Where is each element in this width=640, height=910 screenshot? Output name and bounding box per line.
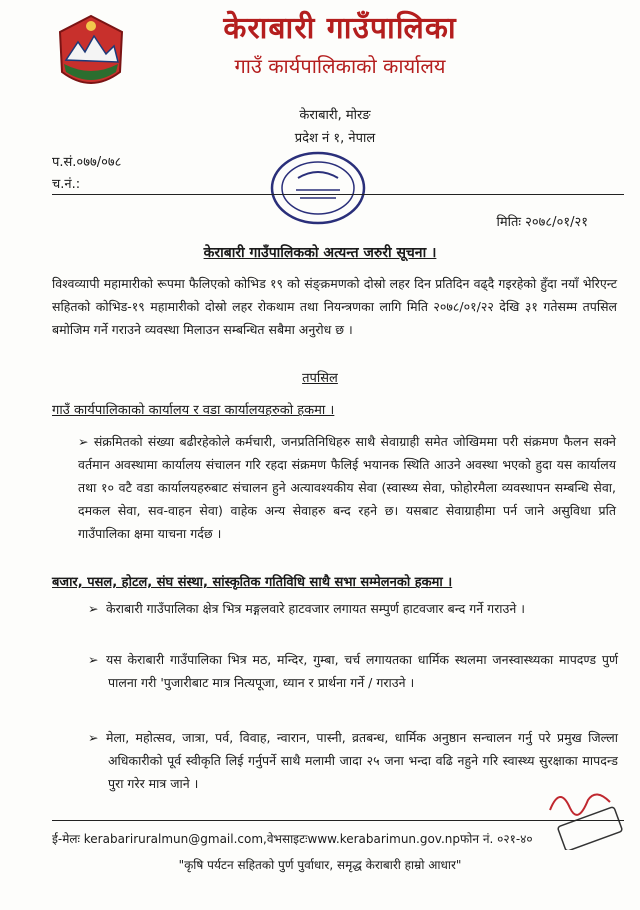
notice-title: केराबारी गाउँपालिकको अत्यन्त जरुरी सूचना ।: [203, 245, 437, 261]
arrow-bullet-icon: ➢: [88, 652, 99, 667]
section-office-heading: गाउँ कार्यपालिकाको कार्यालय र वडा कार्यालयहरुको हकमा ।: [52, 403, 335, 418]
footer-motto: "कृषि पर्यटन सहितको पुर्ण पुर्वाधार, समृद्ध केराबारी हाम्रो आधार": [178, 858, 462, 872]
footer-contact: ई-मेलः kerabariruralmun@gmail.com,वेभसाइटःwww.kerabarimun.gov.npफोन नं. ०२१-४०: [52, 832, 533, 846]
market-bullet-3: ➢ मेला, महोत्सव, जात्रा, पर्व, विवाह, न्वारान, पास्नी, व्रतबन्ध, धार्मिक अनुष्ठान सन्चालन गर्नु परे प्रमुख जिल्ला अधिकारीको पूर्व स्वीकृति लिई गर्नुपर्ने साथै मलामी जादा २५ जना भन्दा वढि नहुने गरि स्वास्थ्य सुरक्षाका मापदन्ड पुरा गरेर मात्र जाने ।: [108, 726, 618, 795]
municipality-title: केराबारी गाउँपालिका: [223, 11, 457, 46]
section-office-bullet: ➢ संक्रमितको संख्या बढीरहेकोले कर्मचारी, जनप्रतिनिधिहरु साथै सेवाग्राही समेत जोखिममा परी संक्रमण फैलन सक्ने वर्तमान अवस्थामा कार्यालय संचालन गरि रहदा संक्रमण फैलिई भयानक स्थिति आउने अवस्था भएको हुदा यस कार्यालय तथा १० वटै वडा कार्यालयहरुबाट संचालन हुने अत्यावश्यकीय सेवा (स्वास्थ्य सेवा, फोहोरमैला व्यवस्थापन सम्बन्धि सेवा, दमकल सेवा, सव-वाहन सेवा) वाहेक अन्य सेवाहरु बन्द रहने छ। यसबाट सेवाग्राहीमा पर्न जाने असुविधा प्रति गाउँपालिका क्षमा याचना गर्दछ ।: [78, 434, 616, 541]
address-line-2: प्रदेश नं १, नेपाल: [294, 131, 376, 146]
arrow-bullet-icon: ➢: [88, 601, 99, 616]
reference-number: प.सं.०७७/०७८: [52, 155, 122, 170]
office-subtitle: गाउँ कार्यपालिकाको कार्यालय: [234, 54, 446, 78]
address-line-1: केराबारी, मोरङ: [299, 108, 371, 123]
signature-stamp: [530, 780, 630, 850]
office-stamp: [268, 148, 368, 228]
letter-date: मितिः २०७८/०१/२१: [496, 215, 588, 230]
section-market-heading: बजार, पसल, होटल, संघ संस्था, सांस्कृतिक गतिविधि साथै सभा सम्मेलनको हकमा ।: [52, 575, 453, 590]
footer-divider: [52, 820, 624, 821]
notice-intro: विश्वव्यापी महामारीको रूपमा फैलिएको कोभिड १९ को संङ्क्रमणको दोस्रो लहर दिन प्रतिदिन वढ्दै गइरहेको हुँदा नयाँ भेरिएन्ट सहितको कोभिड-१९ महामारीको दोस्रो लहर रोकथाम तथा नियन्त्रणका लागि मिति २०७८/०१/२२ देखि ३१ गतेसम्म तपसिल बमोजिम गर्ने गराउने व्यवस्था मिलाउन सम्बन्धित सबैमा अनुरोध छ ।: [52, 276, 617, 337]
market-bullet-1: ➢ केराबारी गाउँपालिका क्षेत्र भित्र मङ्गलवारे हाटवजार लगायत सम्पुर्ण हाटवजार बन्द गर्ने गराउने ।: [108, 597, 618, 620]
market-bullet-2: ➢ यस केराबारी गाउँपालिका भित्र मठ, मन्दिर, गुम्बा, चर्च लगायतका धार्मिक स्थलमा जनस्वास्थ्यका मापदण्ड पुर्ण पालना गरी 'पुजारीबाट मात्र नित्यपूजा, ध्यान र प्रार्थना गर्ने / गराउने ।: [108, 648, 618, 694]
header-divider: [52, 194, 624, 195]
details-heading: तपसिल: [302, 371, 338, 386]
arrow-bullet-icon: ➢: [78, 434, 94, 449]
arrow-bullet-icon: ➢: [88, 730, 99, 745]
dispatch-number: च.नं.:: [52, 177, 81, 192]
